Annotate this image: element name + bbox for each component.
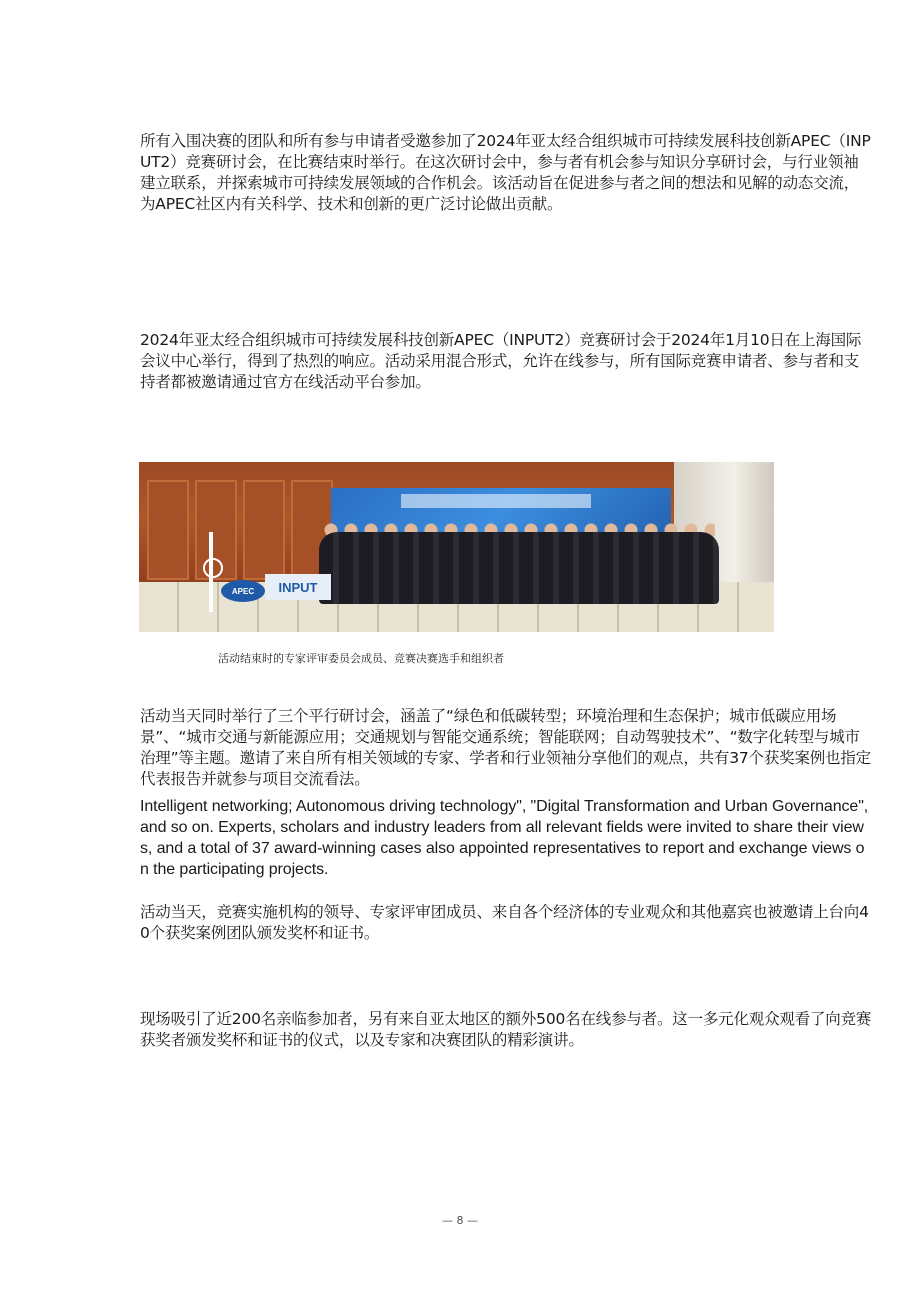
photo-wall-panel: [147, 480, 189, 580]
workshops-paragraph: 活动当天同时举行了三个平行研讨会，涵盖了“绿色和低碳转型；环境治理和生态保护；城市低碳应用场景”、“城市交通与新能源应用；交通规划与智能交通系统；智能联网；自动驾驶技术”、“数字化转型与城市治理”等主题。邀请了来自所有相关领域的专家、学者和行业领袖分享他们的观点，共有37个获奖案例也指定代表报告并就参与项目交流看法。: [140, 707, 871, 788]
intro-paragraph: 所有入围决赛的团队和所有参与申请者受邀参加了2024年亚太经合组织城市可持续发展科技创新APEC（INPUT2）竞赛研讨会，在比赛结束时举行。在这次研讨会中，参与者有机会参与知识分享研讨会，与行业领袖建立联系，并探索城市可持续发展领域的合作机会。该活动旨在促进参与者之间的想法和见解的动态交流，为APEC社区内有关科学、技术和创新的更广泛讨论做出贡献。: [140, 132, 871, 213]
apec-logo: APEC: [221, 580, 265, 602]
award-paragraph: 活动当天，竞赛实施机构的领导、专家评审团成员、来自各个经济体的专业观众和其他嘉宾也被邀请上台向40个获奖案例团队颁发奖杯和证书。: [140, 903, 869, 942]
input-logo: INPUT: [265, 574, 331, 600]
photo-wall-panel: [243, 480, 285, 580]
pearl-tower-sphere-icon: [203, 558, 223, 578]
attendance-paragraph: 现场吸引了近200名亲临参加者，另有来自亚太地区的额外500名在线参与者。这一多元化观众观看了向竞赛获奖者颁发奖杯和证书的仪式，以及专家和决赛团队的精彩演讲。: [140, 1010, 872, 1049]
photo-stage-banner: [401, 494, 591, 508]
photo-crowd: [319, 532, 719, 604]
photo-caption: 活动结束时的专家评审委员会成员、竞赛决赛选手和组织者: [218, 652, 504, 665]
event-group-photo: [139, 462, 774, 632]
page-number: — 8 —: [442, 1214, 478, 1227]
event-paragraph: 2024年亚太经合组织城市可持续发展科技创新APEC（INPUT2）竞赛研讨会于2024年1月10日在上海国际会议中心举行，得到了热烈的响应。活动采用混合形式，允许在线参与，所有国际竞赛申请者、参与者和支持者都被邀请通过官方在线活动平台参加。: [140, 331, 862, 391]
english-paragraph: Intelligent networking; Autonomous driving technology", "Digital Transformation and Urban Governance", and so on. Experts, scholars and industry leaders from all relevant fields were invited to share their views, and a total of 37 award-winning cases also appointed representatives to report and exchange views on the participating projects.: [140, 798, 869, 878]
